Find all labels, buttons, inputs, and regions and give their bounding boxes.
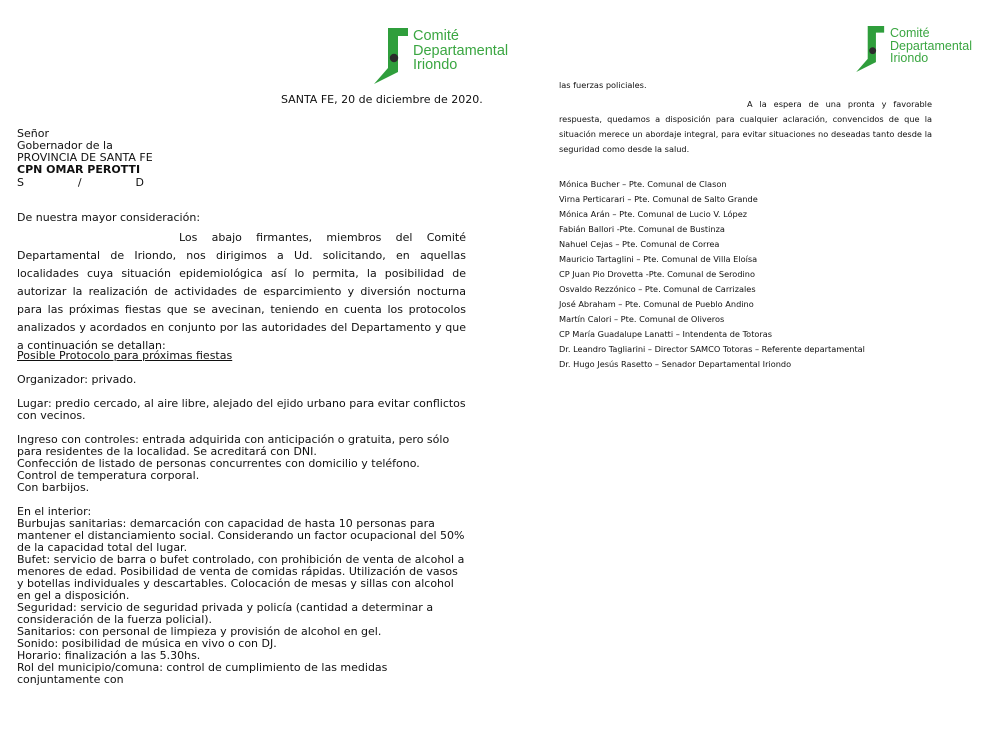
committee-logo xyxy=(855,26,972,72)
interior-buffet: Bufet: servicio de barra o bufet controlado, con prohibición de venta de alcohol a menores de edad. Posibilidad de venta de comidas rápidas. Utilización de vasos y botellas individuales y descartables. Colocación de mesas y sillas con alcohol en gel a disposición. xyxy=(17,553,465,602)
committee-logo-mark-icon xyxy=(855,26,887,72)
signatory: Dr. Leandro Tagliarini – Director SAMCO Totoras – Referente departamental xyxy=(559,344,865,354)
intro-body: Departamental de Iriondo, nos dirigimos a Ud. solicitando, en aquellas localidades cuya situación epidemiológica así lo permita, la posibilidad de autorizar la realización de actividades de esparcimiento y diversión nocturna para las próximas fiestas que se avecinan, teniendo en cuenta los protocolos analizados y acordados en conjunto por las autoridades del Departamento y que a continuación se detallan: xyxy=(17,249,466,352)
logo-line-2: Departamental xyxy=(890,38,972,53)
organizer-line: Organizador: privado. xyxy=(17,373,137,386)
addressee-line-1: Señor xyxy=(17,127,49,140)
interior-bubbles: Burbujas sanitarias: demarcación con capacidad de hasta 10 personas para mantener el distanciamiento social. Considerando un factor ocupacional del 50% de la capacidad total del lugar. xyxy=(17,517,465,554)
continuation-line: las fuerzas policiales. xyxy=(559,80,647,90)
letter-page-right xyxy=(540,0,1000,750)
logo-line-1: Comité xyxy=(413,28,459,44)
letter-date: SANTA FE, 20 de diciembre de 2020. xyxy=(281,93,483,106)
logo-line-3: Iriondo xyxy=(413,57,458,73)
interior-security: Seguridad: servicio de seguridad privada y policía (cantidad a determinar a consideración de la fuerza policial). xyxy=(17,601,434,626)
closing-body: respuesta, quedamos a disposición para cualquier aclaración, convencidos de que la situación merece un abordaje integral, para evitar situaciones no deseadas tanto desde la seguridad como desde la salud. xyxy=(559,114,932,154)
committee-logo-text xyxy=(413,29,508,73)
committee-logo xyxy=(374,28,508,84)
addressee-name: CPN OMAR PEROTTI xyxy=(17,163,141,176)
signatory: Mauricio Tartaglini – Pte. Comunal de Villa Eloísa xyxy=(559,254,758,264)
signatory: CP Juan Pio Drovetta -Pte. Comunal de Serodino xyxy=(559,269,755,279)
closing-paragraph xyxy=(559,97,932,157)
interior-sound: Sonido: posibilidad de música en vivo o con DJ. xyxy=(17,637,277,650)
interior-schedule: Horario: finalización a las 5.30hs. xyxy=(17,649,201,662)
committee-logo-text xyxy=(890,27,972,65)
place-line: Lugar: predio cercado, al aire libre, alejado del ejido urbano para evitar conflictos con vecinos. xyxy=(17,397,466,422)
greeting: De nuestra mayor consideración: xyxy=(17,211,201,224)
committee-logo-mark-icon xyxy=(374,28,410,84)
logo-line-1: Comité xyxy=(890,26,930,40)
addressee-line-2: Gobernador de la xyxy=(17,139,113,152)
logo-line-3: Iriondo xyxy=(890,51,929,65)
signatory: Dr. Hugo Jesús Rasetto – Senador Departamental Iriondo xyxy=(559,359,792,369)
entry-line-4: Con barbijos. xyxy=(17,481,90,494)
signatory: José Abraham – Pte. Comunal de Pueblo Andino xyxy=(559,299,754,309)
signatory: Virna Perticarari – Pte. Comunal de Salto Grande xyxy=(559,194,758,204)
signatory: Mónica Arán – Pte. Comunal de Lucio V. López xyxy=(559,209,748,219)
closing-first-line: A la espera de una pronta y favorable xyxy=(747,99,932,109)
protocol-heading: Posible Protocolo para próximas fiestas xyxy=(17,349,233,362)
addressee-sd xyxy=(17,176,144,189)
intro-paragraph xyxy=(17,229,466,355)
entry-line-1: Ingreso con controles: entrada adquirida con anticipación o gratuita, pero sólo para residentes de la localidad. Se acreditará con DNI. xyxy=(17,433,450,458)
signatory: Martín Calori – Pte. Comunal de Oliveros xyxy=(559,314,725,324)
entry-controls xyxy=(17,434,466,494)
entry-line-2: Confección de listado de personas concurrentes con domicilio y teléfono. xyxy=(17,457,420,470)
addressee-line-3: PROVINCIA DE SANTA FE xyxy=(17,151,153,164)
entry-line-3: Control de temperatura corporal. xyxy=(17,469,200,482)
interior-sanitary: Sanitarios: con personal de limpieza y provisión de alcohol en gel. xyxy=(17,625,382,638)
municipality-role: Rol del municipio/comuna: control de cumplimiento de las medidas conjuntamente con xyxy=(17,661,388,686)
signatory: Nahuel Cejas – Pte. Comunal de Correa xyxy=(559,239,720,249)
sd-s: S xyxy=(17,176,24,189)
logo-line-2: Departamental xyxy=(413,42,509,59)
sd-slash: / xyxy=(77,176,82,189)
interior-title: En el interior: xyxy=(17,505,92,518)
interior-section xyxy=(17,506,466,662)
signatory: Fabián Ballori -Pte. Comunal de Bustinza xyxy=(559,224,725,234)
addressee-block xyxy=(17,128,466,176)
signatory: Osvaldo Rezzónico – Pte. Comunal de Carrizales xyxy=(559,284,756,294)
signatory: Mónica Bucher – Pte. Comunal de Clason xyxy=(559,179,727,189)
sd-d: D xyxy=(135,176,144,189)
intro-first-line: Los abajo firmantes, miembros del Comité xyxy=(179,231,466,244)
signatory: CP María Guadalupe Lanatti – Intendenta de Totoras xyxy=(559,329,773,339)
